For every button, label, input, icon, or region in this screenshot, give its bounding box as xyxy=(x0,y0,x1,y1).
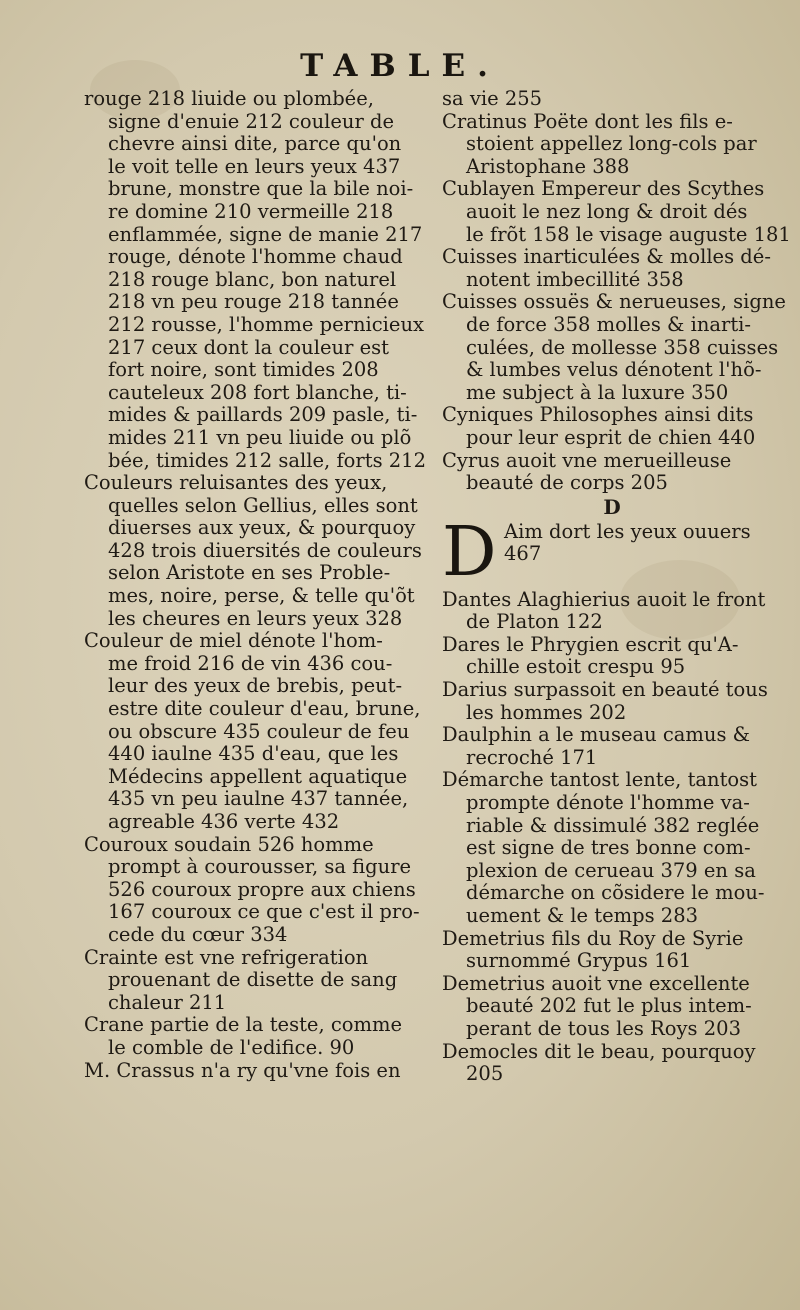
entry-line: Cratinus Poëte dont les fils e- xyxy=(442,109,733,133)
entry-line: beauté 202 fut le plus intem- xyxy=(466,994,752,1018)
entry-line: me subject à la luxure 350 xyxy=(466,380,729,404)
index-entry xyxy=(84,1060,426,1083)
entry-line: fort noire, sont timides 208 xyxy=(108,358,379,382)
dropcap-line: Aim dort les yeux ouuers xyxy=(504,519,751,543)
index-entry xyxy=(442,111,782,179)
entry-line: mides 211 vn peu liuide ou plõ xyxy=(108,425,412,449)
index-entry xyxy=(442,973,782,1041)
entry-line: Cyniques Philosophes ainsi dits xyxy=(442,403,754,427)
entry-line: Darius surpassoit en beauté tous xyxy=(442,678,768,702)
entry-line: beauté de corps 205 xyxy=(466,471,668,495)
entry-line: 428 trois diuersités de couleurs xyxy=(108,538,422,562)
entry-line: diuerses aux yeux, & pourquoy xyxy=(108,516,416,540)
entry-line: 435 vn peu iaulne 437 tannée, xyxy=(108,787,409,811)
entry-line: le voit telle en leurs yeux 437 xyxy=(108,154,401,178)
entry-line: bée, timides 212 salle, forts 212 xyxy=(108,448,426,472)
index-entry xyxy=(442,928,782,973)
index-entry xyxy=(442,769,782,927)
entry-line: prouenant de disette de sang xyxy=(108,968,398,992)
entry-line: Démarche tantost lente, tantost xyxy=(442,768,758,792)
entry-line: uement & le temps 283 xyxy=(466,904,699,927)
entry-line: Demetrius fils du Roy de Syrie xyxy=(442,926,744,950)
entry-line: Cyrus auoit vne merueilleuse xyxy=(442,448,732,472)
entry-line: M. Crassus n'a ry qu'vne fois en xyxy=(84,1058,401,1082)
entry-line: pour leur esprit de chien 440 xyxy=(466,425,756,449)
entry-line: cauteleux 208 fort blanche, ti- xyxy=(108,380,407,404)
dropcap-letter: D xyxy=(442,512,497,592)
entry-line: mes, noire, perse, & telle qu'õt xyxy=(108,584,415,608)
entry-line: enflammée, signe de manie 217 xyxy=(108,222,423,246)
entry-line: 218 vn peu rouge 218 tannée xyxy=(108,290,399,314)
entry-line: prompt à courousser, sa figure xyxy=(108,855,412,879)
index-entry xyxy=(84,1014,426,1059)
entry-line: les hommes 202 xyxy=(466,700,627,724)
index-entry xyxy=(442,177,791,246)
entry-line: me froid 216 de vin 436 cou- xyxy=(108,651,393,675)
dropcap-entry xyxy=(442,512,782,592)
right-entries-after xyxy=(442,589,782,1086)
entry-line: de Platon 122 xyxy=(466,610,603,634)
index-entry xyxy=(442,290,786,404)
page-title: TABLE. xyxy=(300,48,500,84)
entry-line: chille estoit crespu 95 xyxy=(466,655,686,679)
index-entry xyxy=(84,472,426,630)
entry-line: Democles dit le beau, pourquoy xyxy=(442,1039,756,1063)
entry-line: recroché 171 xyxy=(466,745,598,769)
index-entry xyxy=(442,246,782,291)
entry-line: sa vie 255 xyxy=(442,87,543,110)
index-entry xyxy=(442,450,782,495)
index-entry xyxy=(442,724,782,769)
dropcap-line: 467 xyxy=(504,542,542,566)
entry-line: Cublayen Empereur des Scythes xyxy=(442,177,765,201)
entry-line: selon Aristote en ses Proble- xyxy=(108,561,391,585)
entry-line: leur des yeux de brebis, peut- xyxy=(108,674,403,698)
entry-line: 526 couroux propre aux chiens xyxy=(108,877,416,901)
entry-line: riable & dissimulé 382 reglée xyxy=(466,813,760,837)
entry-line: 205 xyxy=(466,1062,504,1086)
entry-line: signe d'enuie 212 couleur de xyxy=(108,109,395,133)
entry-line: 218 rouge blanc, bon naturel xyxy=(108,267,397,291)
entry-line: cede du cœur 334 xyxy=(108,922,288,946)
entry-line: démarche on cõsidere le mou- xyxy=(466,881,765,905)
entry-line: perant de tous les Roys 203 xyxy=(466,1016,741,1040)
entry-line: 212 rousse, l'homme pernicieux xyxy=(108,312,424,336)
entry-line: Crainte est vne refrigeration xyxy=(84,945,369,969)
index-entry xyxy=(442,1041,782,1086)
entry-line: Aristophane 388 xyxy=(466,154,630,178)
entry-line: stoient appellez long-cols par xyxy=(466,132,757,156)
entry-line: brune, monstre que la bile noi- xyxy=(108,177,414,201)
left-column xyxy=(84,88,426,1082)
entry-line: Couroux soudain 526 homme xyxy=(84,832,374,856)
entry-line: 167 couroux ce que c'est il pro- xyxy=(108,900,420,924)
entry-line: mides & paillards 209 pasle, ti- xyxy=(108,403,418,427)
entry-line: le frõt 158 le visage auguste 181 xyxy=(466,222,791,246)
entry-line: notent imbecillité 358 xyxy=(466,267,684,291)
entry-line: chaleur 211 xyxy=(108,990,227,1014)
index-entry xyxy=(442,88,782,111)
entry-line: chevre ainsi dite, parce qu'on xyxy=(108,132,402,156)
entry-line: 440 iaulne 435 d'eau, que les xyxy=(108,742,399,766)
entry-line: & lumbes velus dénotent l'hõ- xyxy=(466,358,762,382)
entry-line: agreable 436 verte 432 xyxy=(108,810,340,833)
entry-line: estre dite couleur d'eau, brune, xyxy=(108,697,421,721)
entry-line: 217 ceux dont la couleur est xyxy=(108,335,389,359)
entry-line: Dares le Phrygien escrit qu'A- xyxy=(442,632,739,656)
entry-line: Couleurs reluisantes des yeux, xyxy=(84,471,388,495)
entry-line: rouge, dénote l'homme chaud xyxy=(108,245,403,269)
index-entry xyxy=(84,88,426,472)
entry-line: Médecins appellent aquatique xyxy=(108,764,408,788)
right-entries-before xyxy=(442,87,791,495)
entry-line: le comble de l'edifice. 90 xyxy=(108,1035,355,1059)
entry-line: Daulphin a le museau camus & xyxy=(442,723,751,747)
index-entry xyxy=(442,404,782,449)
entry-line: prompte dénote l'homme va- xyxy=(466,791,750,815)
entry-line: auoit le nez long & droit dés xyxy=(466,199,748,223)
entry-line: surnommé Grypus 161 xyxy=(466,949,692,973)
entry-line: est signe de tres bonne com- xyxy=(466,836,751,860)
entry-line: de force 358 molles & inarti- xyxy=(466,312,751,336)
entry-line: Cuisses inarticulées & molles dé- xyxy=(442,245,771,269)
entry-line: Dantes Alaghierius auoit le front xyxy=(442,587,766,611)
section-letter: D xyxy=(603,494,621,519)
index-entry xyxy=(84,947,426,1015)
entry-line: Demetrius auoit vne excellente xyxy=(442,971,750,995)
index-entry xyxy=(84,834,426,947)
entry-line: ou obscure 435 couleur de feu xyxy=(108,719,410,743)
index-entry xyxy=(442,589,782,634)
index-entry xyxy=(442,634,782,679)
entry-line: rouge 218 liuide ou plombée, xyxy=(84,87,374,110)
entry-line: Crane partie de la teste, comme xyxy=(84,1013,403,1037)
entry-line: plexion de cerueau 379 en sa xyxy=(466,858,756,882)
index-entry xyxy=(84,630,426,833)
right-column xyxy=(442,87,791,1086)
entry-line: les cheures en leurs yeux 328 xyxy=(108,606,403,630)
index-entry xyxy=(442,679,782,724)
entry-line: re domine 210 vermeille 218 xyxy=(108,199,394,223)
entry-line: Cuisses ossuës & nerueuses, signe xyxy=(442,290,786,314)
entry-line: quelles selon Gellius, elles sont xyxy=(108,493,418,517)
entry-line: culées, de mollesse 358 cuisses xyxy=(466,335,779,359)
entry-line: Couleur de miel dénote l'hom- xyxy=(84,629,383,653)
